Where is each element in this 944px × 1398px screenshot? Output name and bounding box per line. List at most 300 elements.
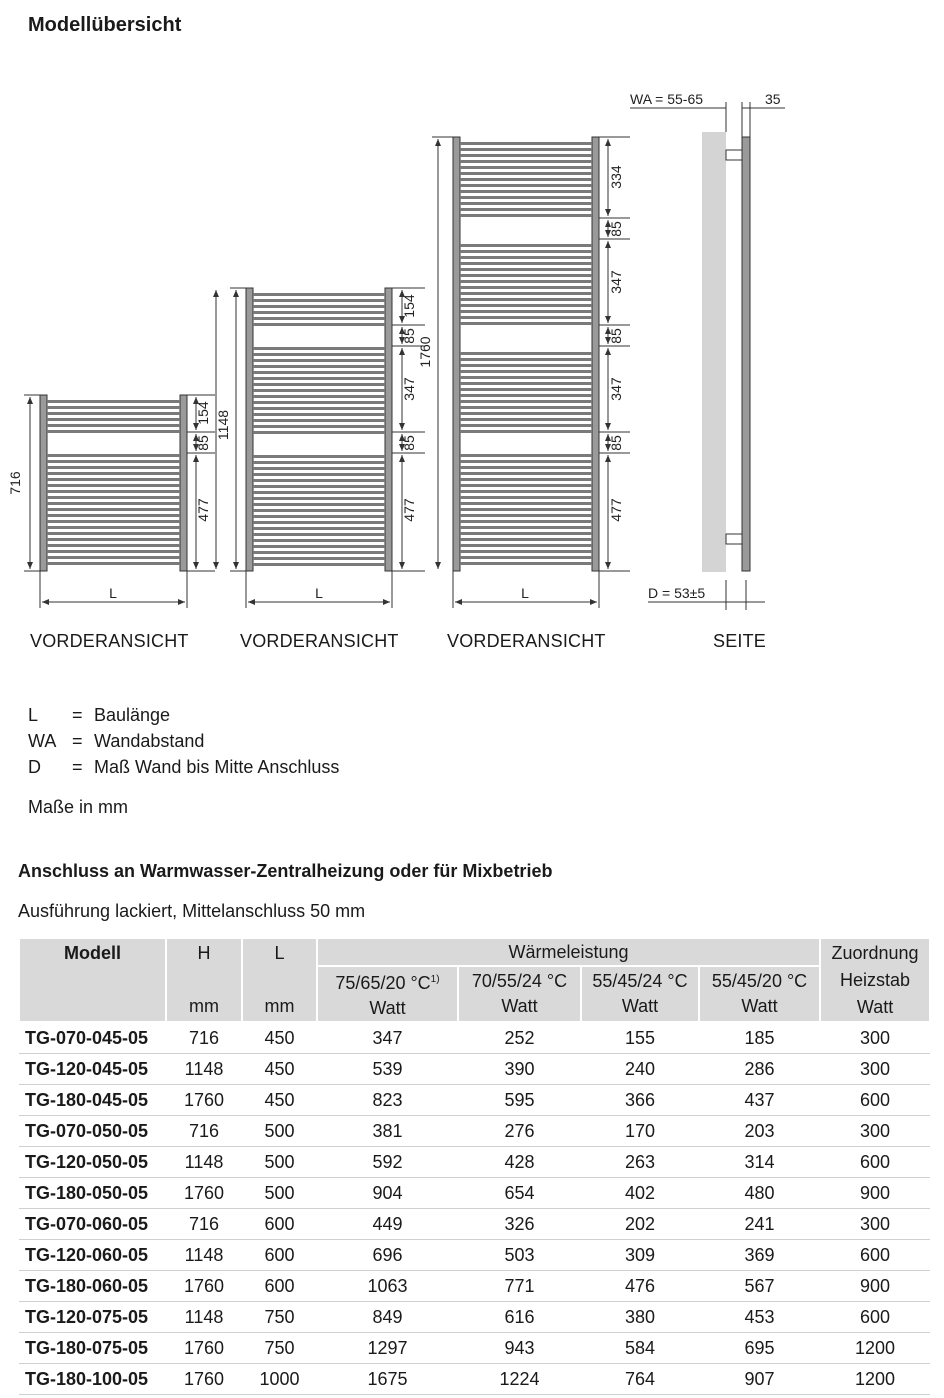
radiator-tube bbox=[253, 515, 385, 518]
value-cell: 600 bbox=[820, 1085, 930, 1116]
radiator-tube bbox=[47, 418, 180, 421]
header-h-unit: mm bbox=[189, 996, 219, 1016]
table-row bbox=[19, 1022, 930, 1054]
header-l-unit: mm bbox=[264, 996, 295, 1016]
dimension-label: 347 bbox=[401, 377, 417, 401]
radiator-tube bbox=[460, 388, 592, 391]
footnote-marker: 1) bbox=[430, 974, 440, 985]
table-row bbox=[19, 1147, 930, 1178]
value-cell: 263 bbox=[581, 1147, 699, 1178]
thickness-label: 35 bbox=[765, 91, 781, 107]
radiator-tube bbox=[460, 382, 592, 385]
legend-eq: = bbox=[72, 731, 83, 751]
height-label: 716 bbox=[7, 471, 23, 495]
value-cell: 390 bbox=[458, 1054, 581, 1085]
radiator-tube bbox=[460, 310, 592, 313]
value-cell: 300 bbox=[820, 1209, 930, 1240]
legend-item bbox=[28, 702, 339, 728]
header-h-label: H bbox=[197, 943, 211, 963]
value-cell: 600 bbox=[242, 1209, 317, 1240]
value-cell: 480 bbox=[699, 1178, 820, 1209]
dimension-label: 154 bbox=[195, 401, 211, 425]
temp-unit: Watt bbox=[741, 996, 778, 1016]
radiator-tube bbox=[460, 154, 592, 157]
radiator-tube bbox=[460, 298, 592, 301]
radiator-tube bbox=[253, 365, 385, 368]
radiator-tube bbox=[460, 268, 592, 271]
value-cell: 500 bbox=[242, 1116, 317, 1147]
radiator-tube bbox=[47, 484, 180, 487]
model-cell: TG-120-050-05 bbox=[19, 1147, 166, 1178]
header-temp-3 bbox=[581, 966, 699, 1022]
radiator-tube bbox=[47, 544, 180, 547]
value-cell: 900 bbox=[820, 1271, 930, 1302]
legend-item bbox=[28, 728, 339, 754]
value-cell: 907 bbox=[699, 1364, 820, 1395]
header-waermeleistung: Wärmeleistung bbox=[317, 938, 820, 966]
radiator-tube bbox=[460, 454, 592, 457]
header-modell: Modell bbox=[19, 938, 166, 1022]
radiator-tube bbox=[460, 256, 592, 259]
table-row bbox=[19, 1333, 930, 1364]
value-cell: 600 bbox=[242, 1240, 317, 1271]
value-cell: 600 bbox=[242, 1271, 317, 1302]
value-cell: 453 bbox=[699, 1302, 820, 1333]
radiator-tube bbox=[253, 299, 385, 302]
radiator-tube bbox=[253, 395, 385, 398]
radiator-tube bbox=[460, 484, 592, 487]
value-cell: 1760 bbox=[166, 1085, 242, 1116]
radiator-tube bbox=[47, 556, 180, 559]
value-cell: 314 bbox=[699, 1147, 820, 1178]
radiator-tube bbox=[253, 305, 385, 308]
radiator-tube bbox=[460, 142, 592, 145]
section-subtitle: Ausführung lackiert, Mittelanschluss 50 mm bbox=[18, 901, 366, 921]
legend-abbr: L bbox=[28, 705, 39, 725]
view-label-front-1: VORDERANSICHT bbox=[30, 631, 189, 651]
value-cell: 584 bbox=[581, 1333, 699, 1364]
radiator-tube bbox=[47, 508, 180, 511]
radiator-tube bbox=[460, 208, 592, 211]
temp-label: 55/45/20 °C bbox=[711, 971, 808, 991]
radiator-tube bbox=[47, 454, 180, 457]
radiator-tube bbox=[47, 502, 180, 505]
radiator-post bbox=[385, 288, 392, 571]
temp-unit: Watt bbox=[621, 996, 659, 1016]
radiator-tube bbox=[460, 262, 592, 265]
value-cell: 1000 bbox=[242, 1364, 317, 1395]
value-cell: 750 bbox=[242, 1302, 317, 1333]
temp-unit: Watt bbox=[369, 998, 406, 1018]
table-row bbox=[19, 1209, 930, 1240]
front-view-medium bbox=[215, 288, 425, 608]
value-cell: 1760 bbox=[166, 1333, 242, 1364]
value-cell: 428 bbox=[458, 1147, 581, 1178]
radiator-tube bbox=[47, 430, 180, 433]
value-cell: 654 bbox=[458, 1178, 581, 1209]
dimension-label: 477 bbox=[401, 498, 417, 522]
radiator-tube bbox=[47, 478, 180, 481]
radiator-tube bbox=[47, 460, 180, 463]
view-label-front-3: VORDERANSICHT bbox=[447, 631, 606, 651]
radiator-tube bbox=[253, 455, 385, 458]
radiator-post bbox=[246, 288, 253, 571]
temp-label: 75/65/20 °C bbox=[335, 973, 431, 993]
radiator-tube bbox=[47, 514, 180, 517]
value-cell: 286 bbox=[699, 1054, 820, 1085]
legend-text: Wandabstand bbox=[94, 731, 205, 751]
header-zuordnung-label: Zuordnung bbox=[831, 942, 919, 963]
model-cell: TG-070-045-05 bbox=[19, 1022, 166, 1054]
value-cell: 696 bbox=[317, 1240, 458, 1271]
radiator-tube bbox=[253, 413, 385, 416]
radiator-tube bbox=[253, 293, 385, 296]
value-cell: 716 bbox=[166, 1022, 242, 1054]
table-row bbox=[19, 1302, 930, 1333]
radiator-tube bbox=[460, 520, 592, 523]
radiator-tube bbox=[253, 527, 385, 530]
radiator-tube bbox=[460, 352, 592, 355]
radiator-tube bbox=[253, 371, 385, 374]
radiator-tube bbox=[253, 479, 385, 482]
radiator-tube bbox=[460, 370, 592, 373]
spec-table-body bbox=[19, 1022, 930, 1395]
legend-eq: = bbox=[72, 705, 83, 725]
dimension-label: 85 bbox=[608, 328, 624, 344]
radiator-tube bbox=[460, 556, 592, 559]
radiator-tube bbox=[253, 323, 385, 326]
radiator-tube bbox=[253, 539, 385, 542]
value-cell: 347 bbox=[317, 1022, 458, 1054]
header-temp-1 bbox=[317, 966, 458, 1022]
value-cell: 450 bbox=[242, 1054, 317, 1085]
table-row bbox=[19, 1364, 930, 1395]
value-cell: 309 bbox=[581, 1240, 699, 1271]
value-cell: 716 bbox=[166, 1209, 242, 1240]
length-label: L bbox=[315, 585, 323, 601]
radiator-tube bbox=[47, 496, 180, 499]
radiator-tube bbox=[460, 190, 592, 193]
radiator-tube bbox=[460, 502, 592, 505]
value-cell: 450 bbox=[242, 1022, 317, 1054]
radiator-tube bbox=[47, 406, 180, 409]
value-cell: 276 bbox=[458, 1116, 581, 1147]
radiator-tube bbox=[253, 533, 385, 536]
value-cell: 771 bbox=[458, 1271, 581, 1302]
section-title: Anschluss an Warmwasser-Zentralheizung oder für Mixbetrieb bbox=[18, 861, 553, 881]
radiator-tube bbox=[253, 467, 385, 470]
value-cell: 716 bbox=[166, 1116, 242, 1147]
radiator-tube bbox=[460, 394, 592, 397]
radiator-tube bbox=[253, 557, 385, 560]
radiator-tube bbox=[47, 532, 180, 535]
wall bbox=[702, 132, 726, 572]
radiator-tube bbox=[47, 538, 180, 541]
radiator-tube bbox=[460, 514, 592, 517]
radiator-tube bbox=[253, 485, 385, 488]
length-label: L bbox=[109, 585, 117, 601]
radiator-tube bbox=[253, 545, 385, 548]
header-l-label: L bbox=[274, 943, 285, 963]
radiator-tube bbox=[460, 538, 592, 541]
temp-label: 55/45/24 °C bbox=[592, 971, 688, 991]
radiator-tube bbox=[253, 461, 385, 464]
header-heizstab-unit: Watt bbox=[856, 996, 894, 1017]
side-view bbox=[630, 91, 785, 610]
value-cell: 402 bbox=[581, 1178, 699, 1209]
radiator-tube bbox=[47, 520, 180, 523]
dimension-label: 477 bbox=[608, 498, 624, 522]
radiator-tube bbox=[460, 532, 592, 535]
model-cell: TG-180-060-05 bbox=[19, 1271, 166, 1302]
radiator-tube bbox=[460, 244, 592, 247]
radiator-tube bbox=[460, 304, 592, 307]
radiator-tube bbox=[253, 311, 385, 314]
value-cell: 943 bbox=[458, 1333, 581, 1364]
radiator-tube bbox=[253, 497, 385, 500]
value-cell: 449 bbox=[317, 1209, 458, 1240]
value-cell: 170 bbox=[581, 1116, 699, 1147]
radiator-tube bbox=[253, 491, 385, 494]
value-cell: 764 bbox=[581, 1364, 699, 1395]
radiator-drawings bbox=[0, 80, 944, 620]
model-cell: TG-120-060-05 bbox=[19, 1240, 166, 1271]
length-label: L bbox=[521, 585, 529, 601]
value-cell: 326 bbox=[458, 1209, 581, 1240]
radiator-tube bbox=[47, 472, 180, 475]
radiator-tube bbox=[253, 473, 385, 476]
radiator-post bbox=[453, 137, 460, 571]
radiator-tube bbox=[460, 250, 592, 253]
radiator-tube bbox=[460, 466, 592, 469]
value-cell: 1224 bbox=[458, 1364, 581, 1395]
radiator-tube bbox=[460, 550, 592, 553]
table-row bbox=[19, 1271, 930, 1302]
dimension-label: 477 bbox=[195, 498, 211, 522]
radiator-tube bbox=[460, 490, 592, 493]
temp-label: 70/55/24 °C bbox=[471, 971, 568, 991]
radiator-tube bbox=[253, 389, 385, 392]
page-title: Modellübersicht bbox=[28, 14, 182, 36]
radiator-tube bbox=[460, 184, 592, 187]
radiator-tube bbox=[253, 419, 385, 422]
table-row bbox=[19, 1116, 930, 1147]
value-cell: 300 bbox=[820, 1116, 930, 1147]
value-cell: 1148 bbox=[166, 1147, 242, 1178]
value-cell: 592 bbox=[317, 1147, 458, 1178]
radiator-tube bbox=[47, 526, 180, 529]
value-cell: 616 bbox=[458, 1302, 581, 1333]
value-cell: 500 bbox=[242, 1178, 317, 1209]
radiator-tube bbox=[460, 424, 592, 427]
value-cell: 1760 bbox=[166, 1271, 242, 1302]
model-cell: TG-180-045-05 bbox=[19, 1085, 166, 1116]
radiator-tube bbox=[253, 383, 385, 386]
legend-abbr: WA bbox=[28, 731, 57, 751]
temp-unit: Watt bbox=[501, 996, 538, 1016]
value-cell: 1675 bbox=[317, 1364, 458, 1395]
value-cell: 1760 bbox=[166, 1364, 242, 1395]
radiator-tube bbox=[460, 526, 592, 529]
radiator-tube bbox=[253, 353, 385, 356]
value-cell: 185 bbox=[699, 1022, 820, 1054]
wa-label: WA = 55-65 bbox=[630, 91, 704, 107]
value-cell: 595 bbox=[458, 1085, 581, 1116]
value-cell: 1148 bbox=[166, 1302, 242, 1333]
value-cell: 155 bbox=[581, 1022, 699, 1054]
value-cell: 567 bbox=[699, 1271, 820, 1302]
value-cell: 539 bbox=[317, 1054, 458, 1085]
radiator-tube bbox=[460, 196, 592, 199]
model-cell: TG-180-050-05 bbox=[19, 1178, 166, 1209]
radiator-tube bbox=[253, 551, 385, 554]
value-cell: 503 bbox=[458, 1240, 581, 1271]
model-cell: TG-180-075-05 bbox=[19, 1333, 166, 1364]
value-cell: 300 bbox=[820, 1022, 930, 1054]
value-cell: 300 bbox=[820, 1054, 930, 1085]
radiator-tube bbox=[253, 431, 385, 434]
header-temp-4 bbox=[699, 966, 820, 1022]
dimension-label: 347 bbox=[608, 270, 624, 294]
radiator-tube bbox=[460, 160, 592, 163]
value-cell: 849 bbox=[317, 1302, 458, 1333]
radiator-tube bbox=[460, 508, 592, 511]
radiator-tube bbox=[460, 496, 592, 499]
radiator-tube bbox=[460, 544, 592, 547]
radiator-tube bbox=[460, 274, 592, 277]
radiator-tube bbox=[460, 412, 592, 415]
dimension-label: 334 bbox=[608, 165, 624, 189]
value-cell: 476 bbox=[581, 1271, 699, 1302]
radiator-tube bbox=[460, 418, 592, 421]
radiator-post bbox=[592, 137, 599, 571]
header-heizstab-label: Heizstab bbox=[840, 969, 911, 990]
radiator-tube bbox=[460, 286, 592, 289]
legend-abbr: D bbox=[28, 757, 41, 777]
model-cell: TG-070-060-05 bbox=[19, 1209, 166, 1240]
radiator-tube bbox=[460, 562, 592, 565]
wall-bracket bbox=[726, 534, 742, 544]
value-cell: 369 bbox=[699, 1240, 820, 1271]
radiator-tube bbox=[47, 412, 180, 415]
radiator-tube bbox=[460, 472, 592, 475]
value-cell: 750 bbox=[242, 1333, 317, 1364]
header-temp-2 bbox=[458, 966, 581, 1022]
model-cell: TG-070-050-05 bbox=[19, 1116, 166, 1147]
radiator-tube bbox=[460, 316, 592, 319]
table-row bbox=[19, 1240, 930, 1271]
radiator-tube bbox=[460, 178, 592, 181]
model-cell: TG-180-100-05 bbox=[19, 1364, 166, 1395]
front-view-small bbox=[7, 290, 216, 608]
radiator-tube bbox=[253, 359, 385, 362]
radiator-tube bbox=[460, 364, 592, 367]
dimension-label: 85 bbox=[401, 435, 417, 451]
value-cell: 381 bbox=[317, 1116, 458, 1147]
value-cell: 904 bbox=[317, 1178, 458, 1209]
radiator-tube bbox=[460, 172, 592, 175]
header-zuordnung bbox=[820, 938, 930, 1022]
header-h bbox=[166, 938, 242, 1022]
view-label-front-2: VORDERANSICHT bbox=[240, 631, 399, 651]
dimension-label: 154 bbox=[401, 294, 417, 318]
radiator-post bbox=[40, 395, 47, 571]
radiator-tube bbox=[47, 562, 180, 565]
value-cell: 600 bbox=[820, 1302, 930, 1333]
radiator-tube bbox=[47, 424, 180, 427]
value-cell: 380 bbox=[581, 1302, 699, 1333]
value-cell: 240 bbox=[581, 1054, 699, 1085]
radiator-tube bbox=[460, 148, 592, 151]
dimension-label: 85 bbox=[195, 435, 211, 451]
radiator-tube bbox=[460, 292, 592, 295]
value-cell: 1760 bbox=[166, 1178, 242, 1209]
radiator-tube bbox=[460, 166, 592, 169]
radiator-tube bbox=[47, 490, 180, 493]
radiator-tube bbox=[253, 509, 385, 512]
value-cell: 450 bbox=[242, 1085, 317, 1116]
value-cell: 252 bbox=[458, 1022, 581, 1054]
radiator-tube bbox=[460, 400, 592, 403]
d-label: D = 53±5 bbox=[648, 585, 706, 601]
value-cell: 1063 bbox=[317, 1271, 458, 1302]
value-cell: 1200 bbox=[820, 1333, 930, 1364]
front-view-large bbox=[417, 137, 630, 608]
value-cell: 823 bbox=[317, 1085, 458, 1116]
radiator-tube bbox=[460, 358, 592, 361]
radiator-tube bbox=[253, 563, 385, 566]
value-cell: 695 bbox=[699, 1333, 820, 1364]
height-label: 1760 bbox=[417, 336, 433, 368]
value-cell: 202 bbox=[581, 1209, 699, 1240]
units-note: Maße in mm bbox=[28, 797, 129, 817]
value-cell: 500 bbox=[242, 1147, 317, 1178]
radiator-side bbox=[742, 137, 750, 571]
value-cell: 203 bbox=[699, 1116, 820, 1147]
legend-item bbox=[28, 754, 339, 780]
legend-text: Baulänge bbox=[94, 705, 171, 725]
dimension-label: 347 bbox=[608, 377, 624, 401]
radiator-tube bbox=[460, 280, 592, 283]
table-row bbox=[19, 1085, 930, 1116]
radiator-tube bbox=[47, 466, 180, 469]
value-cell: 1148 bbox=[166, 1240, 242, 1271]
header-l bbox=[242, 938, 317, 1022]
radiator-tube bbox=[253, 401, 385, 404]
table-row bbox=[19, 1054, 930, 1085]
radiator-tube bbox=[253, 503, 385, 506]
radiator-tube bbox=[460, 406, 592, 409]
radiator-tube bbox=[460, 202, 592, 205]
table-row bbox=[19, 1178, 930, 1209]
radiator-tube bbox=[460, 376, 592, 379]
value-cell: 241 bbox=[699, 1209, 820, 1240]
radiator-tube bbox=[47, 550, 180, 553]
radiator-tube bbox=[460, 460, 592, 463]
radiator-tube bbox=[47, 400, 180, 403]
value-cell: 900 bbox=[820, 1178, 930, 1209]
dimension-label: 85 bbox=[401, 328, 417, 344]
value-cell: 1297 bbox=[317, 1333, 458, 1364]
value-cell: 366 bbox=[581, 1085, 699, 1116]
value-cell: 437 bbox=[699, 1085, 820, 1116]
view-label-side: SEITE bbox=[713, 631, 767, 651]
model-cell: TG-120-075-05 bbox=[19, 1302, 166, 1333]
value-cell: 1148 bbox=[166, 1054, 242, 1085]
radiator-tube bbox=[253, 347, 385, 350]
radiator-tube bbox=[460, 322, 592, 325]
legend bbox=[28, 702, 339, 780]
